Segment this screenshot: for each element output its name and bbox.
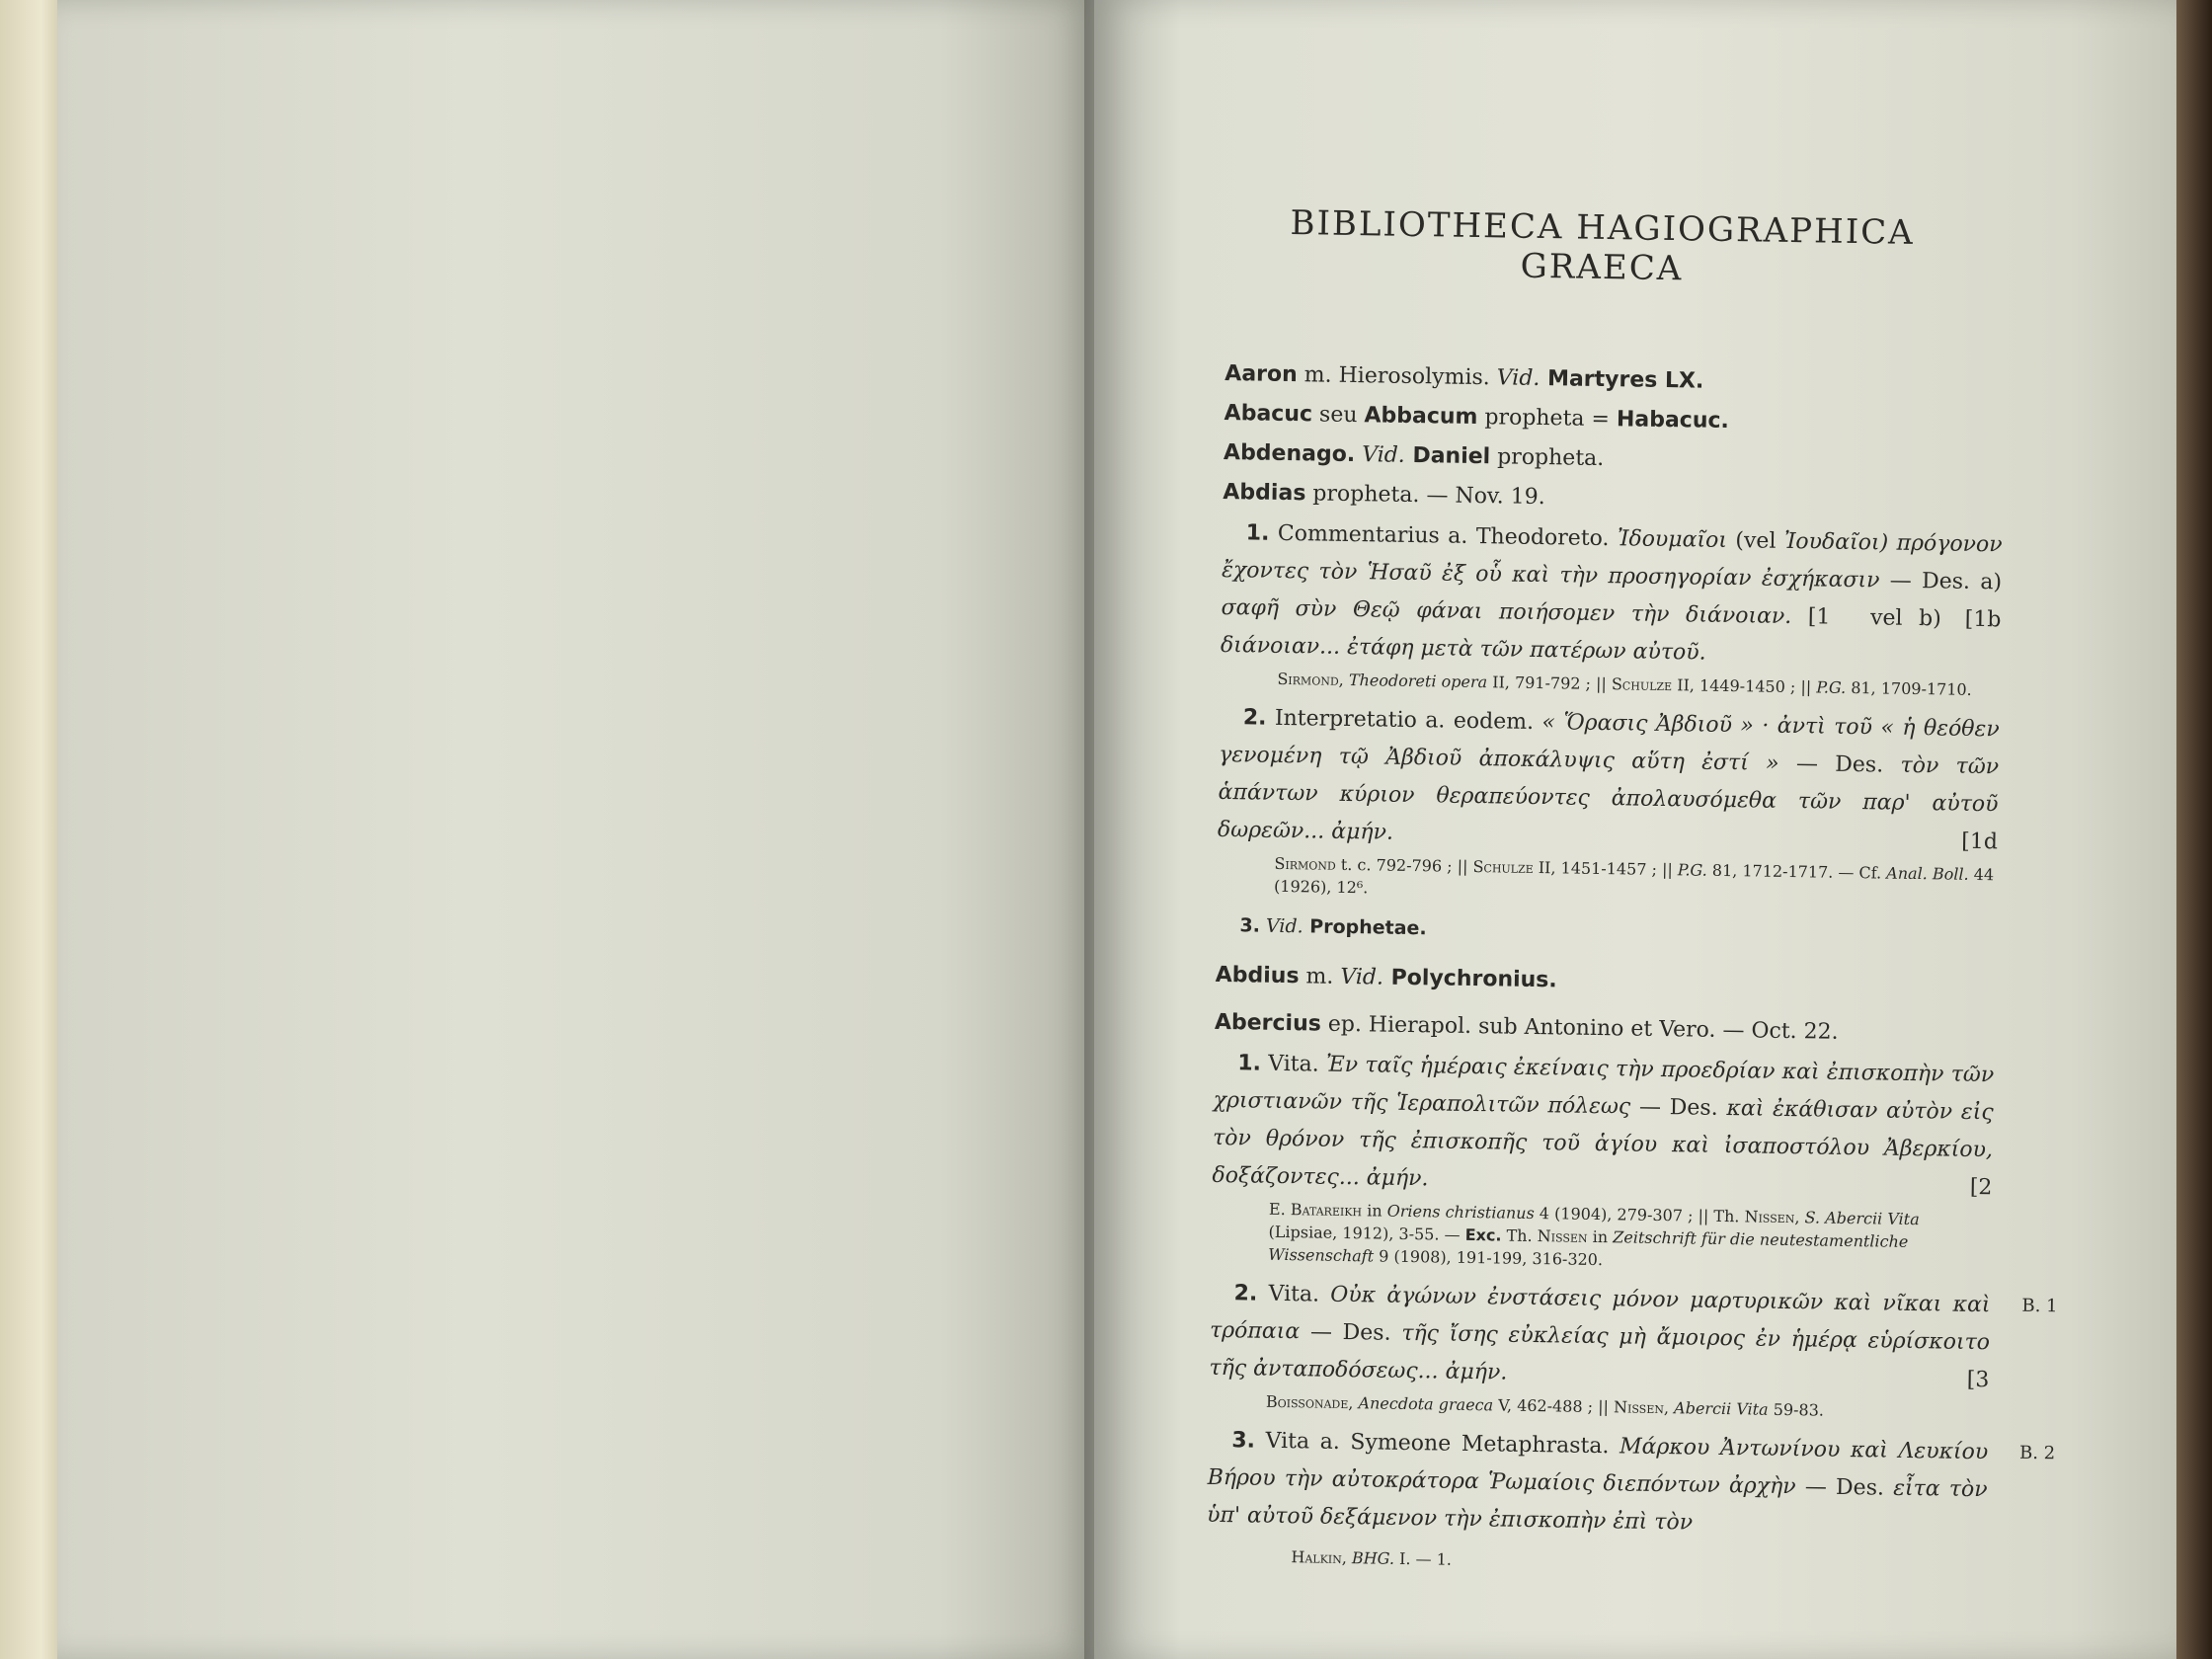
biblio-text-2: V, 462-488 ; || <box>1492 1395 1615 1417</box>
biblio-text-3: , <box>1663 1398 1675 1418</box>
item-latin: Vita. <box>1257 1281 1331 1307</box>
footer-sep: , <box>1341 1547 1353 1568</box>
item-greek-incipit: Οὐκ ἀγώνων ἐνστάσεις μόνον μαρτυρικῶν καὶ νῖκαι καὶ τρόπαια <box>1209 1282 1991 1345</box>
biblio-text-4: , <box>1794 1208 1805 1227</box>
entry-target: Daniel <box>1404 442 1491 470</box>
item-greek-desinit: εἶτα τὸν ὑπ' αὐτοῦ δεξάμενον τὴν ἐπισκοπὴν ἐπὶ τὸν <box>1206 1475 1988 1536</box>
biblio-work-2: P.G. <box>1816 677 1847 697</box>
item-number: 3. <box>1231 1428 1256 1454</box>
abercius-item-1-bibliography <box>1211 1197 1992 1277</box>
entry-headword: Abdenago. <box>1223 439 1356 468</box>
left-blank-page <box>57 0 1094 1659</box>
entry-headword: Abdias <box>1223 479 1306 507</box>
item-vid: Vid. <box>1259 914 1304 938</box>
biblio-text-8: 9 (1908), 191-199, 316-320. <box>1373 1246 1604 1270</box>
biblio-exc: Exc. <box>1464 1224 1502 1245</box>
item-des: — Des. <box>1795 1474 1894 1501</box>
item-number: 2. <box>1242 705 1267 731</box>
entry-target: Polychronius. <box>1382 965 1557 993</box>
biblio-text-3: 81, 1712-1717. — Cf. <box>1706 860 1887 883</box>
item-greek-desinit: τῆς ἴσης εὐκλείας μὴ ἄμοιρος ἐν ἡμέρᾳ εὑρίσκοιτο τῆς ἀνταποδόσεως... ἀμήν. <box>1209 1320 1991 1385</box>
item-des: — Des. <box>1630 1094 1727 1122</box>
biblio-text-7: in <box>1587 1226 1614 1247</box>
biblio-author-2: Nissen <box>1613 1397 1665 1418</box>
entry-text: propheta. <box>1490 444 1605 472</box>
biblio-work: Theodoreti opera <box>1348 670 1488 692</box>
entry-vid: Vid. <box>1354 442 1405 468</box>
item-bhg-ref: [2 <box>1969 1174 1993 1201</box>
biblio-text-2: II, 1451-1457 ; || <box>1533 857 1679 880</box>
biblio-text-4: 44 (1926), 12⁶. <box>1273 864 1995 898</box>
biblio-text: t. c. 792-796 ; || <box>1335 854 1473 876</box>
item-greek-incipit: Μάρκου Ἀντωνίνου καὶ Λευκίου Βήρου τὴν αὐτοκράτορα Ῥωμαίοις διεπόντων ἀρχὴν <box>1207 1434 1989 1500</box>
abdias-item-1 <box>1221 514 2003 676</box>
biblio-text-3: 4 (1904), 279-307 ; || Th. <box>1534 1204 1745 1226</box>
entry-text: propheta. — Nov. 19. <box>1305 481 1545 511</box>
biblio-author: Batareikh <box>1290 1200 1363 1221</box>
biblio-text-2: in <box>1361 1201 1387 1221</box>
entry-headword: Abdius <box>1215 962 1300 989</box>
abercius-item-1 <box>1212 1045 1994 1207</box>
biblio-work-2: S. Abercii Vita <box>1804 1208 1920 1229</box>
item-number: 3. <box>1239 914 1261 937</box>
biblio-text: II, 791-792 ; || <box>1486 672 1613 694</box>
item-des: — Des. a) <box>1879 568 2003 595</box>
entry-vid: Vid. <box>1496 365 1540 391</box>
item-bhg-ref-2: [1b <box>1964 606 2002 633</box>
item-greek-desinit: τὸν τῶν ἁπάντων κύριον θεραπεύοντες ἀπολαυσόμεθα τῶν παρ' αὐτοῦ δωρεῶν... ἀμήν. <box>1217 752 2000 845</box>
entry-target: Habacuc. <box>1616 407 1730 434</box>
margin-note: B. 1 <box>2021 1295 2058 1317</box>
entry-text-2: propheta = <box>1477 405 1618 433</box>
biblio-work-2: Abercii Vita <box>1673 1398 1769 1419</box>
item-latin: Vita. <box>1260 1051 1327 1077</box>
entry-abdius <box>1215 958 1995 1005</box>
abdias-item-3 <box>1216 907 1996 956</box>
entry-headword: Abacuc <box>1224 400 1313 428</box>
abdias-item-2-bibliography <box>1217 851 1998 908</box>
biblio-author-2: Nissen <box>1744 1207 1795 1227</box>
footer-sheet: I. — 1. <box>1393 1548 1453 1569</box>
footer-author: Halkin <box>1291 1547 1342 1567</box>
entry-vid: Vid. <box>1340 964 1384 990</box>
item-greek-desinit-2: διάνοιαν... ἐτάφη μετὰ τῶν πατέρων αὐτοῦ. <box>1220 632 1706 666</box>
item-latin: Vita a. Symeone Metaphrasta. <box>1254 1428 1620 1460</box>
biblio-text-3: 81, 1709-1710. <box>1846 677 1972 699</box>
item-number: 1. <box>1245 520 1270 546</box>
footer-work: BHG. <box>1351 1548 1395 1568</box>
entry-headword: Aaron <box>1224 360 1298 388</box>
item-bhg-ref: [1d <box>1961 829 1999 855</box>
entry-text: m. Hierosolymis. <box>1297 362 1497 391</box>
biblio-author: Sirmond, <box>1277 669 1350 689</box>
item-greek-incipit: « Ὅρασις Ἀβδιοῦ » · ἀντὶ τοῦ « ἡ θεόθεν γενομένη τῷ Ἀβδιοῦ ἀποκάλυψις αὕτη ἐστί » <box>1219 710 2000 776</box>
biblio-work: Anecdota graeca <box>1358 1393 1494 1415</box>
entry-text: m. <box>1299 964 1341 989</box>
biblio-author-2: Schulze <box>1472 856 1534 877</box>
biblio-author: Boissonade <box>1265 1391 1349 1413</box>
biblio-text: , <box>1348 1393 1359 1413</box>
item-bhg-ref: [1 <box>1807 604 1831 630</box>
item-greek-desinit: σαφῆ σὺν Θεῷ φάναι ποιήσομεν τὴν διάνοιαν. <box>1221 594 1792 630</box>
item-latin-2: (vel <box>1726 527 1785 554</box>
biblio-work-3: Zeitschrift für die neutestamentliche Wissenschaft <box>1268 1227 1909 1266</box>
entry-text: seu <box>1311 402 1365 429</box>
page-title: BIBLIOTHECA HAGIOGRAPHICA GRAECA <box>1290 203 1916 289</box>
item-latin: Interpretatio a. eodem. <box>1266 705 1542 736</box>
item-bhg-ref: [3 <box>1966 1367 1990 1393</box>
entry-headword-2: Abbacum <box>1364 403 1478 431</box>
biblio-text-5: (Lipsiae, 1912), 3-55. — <box>1268 1222 1465 1244</box>
item-greek-incipit-2: Ἰουδαῖοι) πρόγονον ἔχοντες τὸν Ἡσαῦ ἐξ οὗ καὶ τὴν προσηγορίαν ἐσχήκασιν <box>1221 528 2003 593</box>
item-target: Prophetae. <box>1303 915 1427 940</box>
item-number: 1. <box>1237 1051 1262 1076</box>
entry-headword: Abercius <box>1214 1009 1322 1037</box>
biblio-text: E. <box>1268 1199 1292 1220</box>
item-greek-incipit: Ἰδουμαῖοι <box>1617 526 1728 553</box>
biblio-text-6: Th. <box>1501 1225 1538 1246</box>
item-number: 2. <box>1233 1281 1258 1306</box>
abercius-item-2 <box>1209 1275 2058 1399</box>
page-signature <box>1206 1546 1986 1577</box>
biblio-author-2: Schulze <box>1611 674 1673 695</box>
abdias-item-2 <box>1218 699 2000 861</box>
margin-note: B. 2 <box>2018 1442 2056 1464</box>
item-des: — Des. <box>1778 750 1901 778</box>
biblio-text-4: 59-83. <box>1768 1399 1825 1420</box>
abercius-item-3 <box>1206 1422 2056 1546</box>
page-content <box>1206 202 2058 1593</box>
item-latin: Commentarius a. Theodoreto. <box>1269 520 1619 552</box>
item-greek-incipit: Ἐν ταῖς ἡμέραις ἐκείναις τὴν προεδρίαν καὶ ἐπισκοπὴν τῶν χριστιανῶν τῆς Ἱεραπολιτῶν πόλεως <box>1213 1052 1995 1120</box>
item-greek-desinit: καὶ ἐκάθισαν αὐτὸν εἰς τὸν θρόνον τῆς ἐπισκοπῆς τοῦ ἁγίου καὶ ἰσαποστόλου Ἀβερκίου, δοξάζοντες... ἀμήν. <box>1212 1096 1994 1192</box>
biblio-text-2: II, 1449-1450 ; || <box>1671 675 1817 697</box>
entry-text: ep. Hierapol. sub Antonino et Vero. — Oct. 22. <box>1320 1011 1839 1045</box>
entry-target: Martyres LX. <box>1540 365 1704 394</box>
item-cont: vel b) <box>1869 605 1941 632</box>
biblio-author-3: Nissen <box>1537 1226 1588 1246</box>
biblio-author: Sirmond <box>1274 853 1336 874</box>
biblio-work-2: Anal. Boll. <box>1886 863 1969 884</box>
table-edge <box>2176 0 2212 1659</box>
item-des: — Des. <box>1300 1319 1402 1346</box>
biblio-work: Oriens christianus <box>1386 1201 1535 1224</box>
biblio-work: P.G. <box>1677 860 1707 880</box>
